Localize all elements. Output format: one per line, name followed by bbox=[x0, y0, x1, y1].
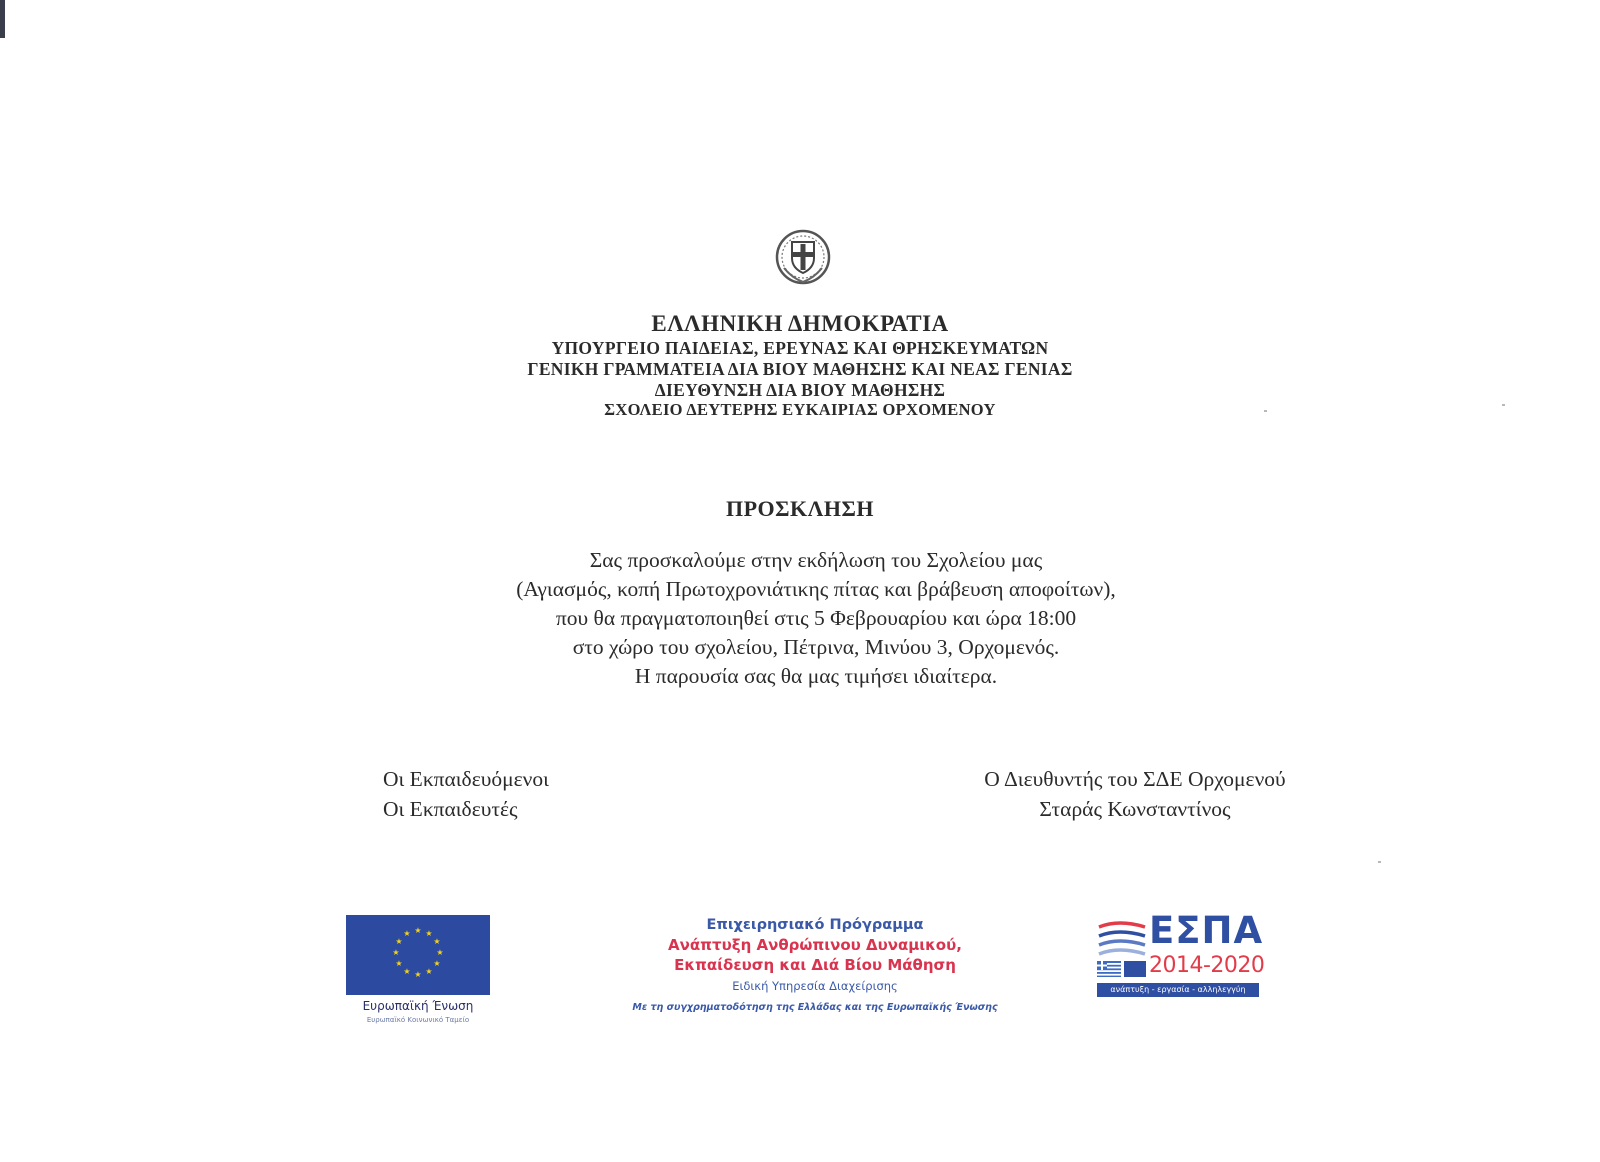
body-line: Η παρουσία σας θα μας τιμήσει ιδιαίτερα. bbox=[634, 664, 998, 688]
scan-speck bbox=[1502, 404, 1505, 406]
svg-text:★: ★ bbox=[433, 959, 441, 968]
signatory-trainees: Οι Εκπαιδευόμενοι bbox=[383, 767, 549, 791]
svg-text:★: ★ bbox=[436, 948, 444, 957]
scan-speck bbox=[1378, 861, 1381, 863]
programme-title: Επιχειρησιακό Πρόγραμμα bbox=[706, 917, 924, 933]
operational-programme-logo bbox=[585, 915, 1045, 1019]
svg-text:★: ★ bbox=[403, 967, 411, 976]
svg-text:★: ★ bbox=[433, 937, 441, 946]
espa-logo bbox=[1097, 909, 1265, 1001]
programme-name-line: Ανάπτυξη Ανθρώπινου Δυναμικού, bbox=[668, 936, 962, 954]
scan-edge-mark bbox=[0, 0, 5, 38]
body-line: που θα πραγματοποιηθεί στις 5 Φεβρουαρίου και ώρα 18:00 bbox=[555, 606, 1077, 630]
svg-text:★: ★ bbox=[414, 926, 422, 935]
ministry-line: ΥΠΟΥΡΓΕΙΟ ΠΑΙΔΕΙΑΣ, ΕΡΕΥΝΑΣ ΚΑΙ ΘΡΗΣΚΕΥΜΑΤΩΝ bbox=[551, 338, 1049, 358]
eu-logo bbox=[346, 915, 490, 1027]
espa-motto: ανάπτυξη - εργασία - αλληλεγγύη bbox=[1097, 983, 1259, 997]
svg-text:★: ★ bbox=[395, 937, 403, 946]
svg-text:★: ★ bbox=[403, 929, 411, 938]
body-line: (Αγιασμός, κοπή Πρωτοχρονιάτικης πίτας και βράβευση αποφοίτων), bbox=[516, 577, 1116, 601]
esf-caption: Ευρωπαϊκό Κοινωνικό Ταμείο bbox=[366, 1016, 470, 1024]
espa-years: 2014-2020 bbox=[1149, 953, 1265, 978]
signature-right bbox=[955, 764, 1315, 824]
espa-waves-icon bbox=[1097, 921, 1147, 957]
document-title: ΠΡΟΣΚΛΗΣΗ bbox=[725, 496, 875, 521]
secretariat-line: ΓΕΝΙΚΗ ΓΡΑΜΜΑΤΕΙΑ ΔΙΑ ΒΙΟΥ ΜΑΘΗΣΗΣ ΚΑΙ ΝΕΑΣ ΓΕΝΙΑΣ bbox=[527, 359, 1073, 379]
eu-flag-icon bbox=[1124, 961, 1146, 977]
cofunding-note: Με τη συγχρηματοδότηση της Ελλάδας και της Ευρωπαϊκής Ένωσης bbox=[632, 1002, 998, 1013]
scan-speck bbox=[1264, 410, 1267, 412]
espa-title: ΕΣΠΑ bbox=[1149, 909, 1264, 952]
svg-text:★: ★ bbox=[392, 948, 400, 957]
signatory-director-title: Ο Διευθυντής του ΣΔΕ Ορχομενού bbox=[984, 767, 1286, 791]
directorate-line: ΔΙΕΥΘΥΝΣΗ ΔΙΑ ΒΙΟΥ ΜΑΘΗΣΗΣ bbox=[654, 380, 946, 400]
body-line: Σας προσκαλούμε στην εκδήλωση του Σχολείου μας bbox=[589, 548, 1043, 572]
svg-text:★: ★ bbox=[395, 959, 403, 968]
signatory-trainers: Οι Εκπαιδευτές bbox=[383, 797, 518, 821]
school-line: ΣΧΟΛΕΙΟ ΔΕΥΤΕΡΗΣ ΕΥΚΑΙΡΙΑΣ ΟΡΧΟΜΕΝΟΥ bbox=[604, 400, 996, 419]
svg-text:★: ★ bbox=[414, 970, 422, 979]
invitation-body bbox=[0, 546, 1600, 691]
signatory-director-name: Σταράς Κωνσταντίνος bbox=[1039, 797, 1231, 821]
greek-flag-icon bbox=[1097, 961, 1121, 977]
republic-heading: ΕΛΛΗΝΙΚΗ ΔΗΜΟΚΡΑΤΙΑ bbox=[651, 311, 949, 336]
eu-flag-icon bbox=[346, 915, 490, 995]
svg-text:★: ★ bbox=[425, 967, 433, 976]
signature-left bbox=[383, 764, 549, 824]
managing-authority: Ειδική Υπηρεσία Διαχείρισης bbox=[732, 979, 898, 993]
body-line: στο χώρο του σχολείου, Πέτρινα, Μινύου 3, Ορχομενός. bbox=[572, 635, 1060, 659]
programme-name-line: Εκπαίδευση και Διά Βίου Μάθηση bbox=[674, 956, 956, 974]
greek-coat-of-arms-icon bbox=[774, 228, 832, 288]
eu-caption: Ευρωπαϊκή Ένωση bbox=[362, 999, 474, 1013]
svg-text:★: ★ bbox=[425, 929, 433, 938]
